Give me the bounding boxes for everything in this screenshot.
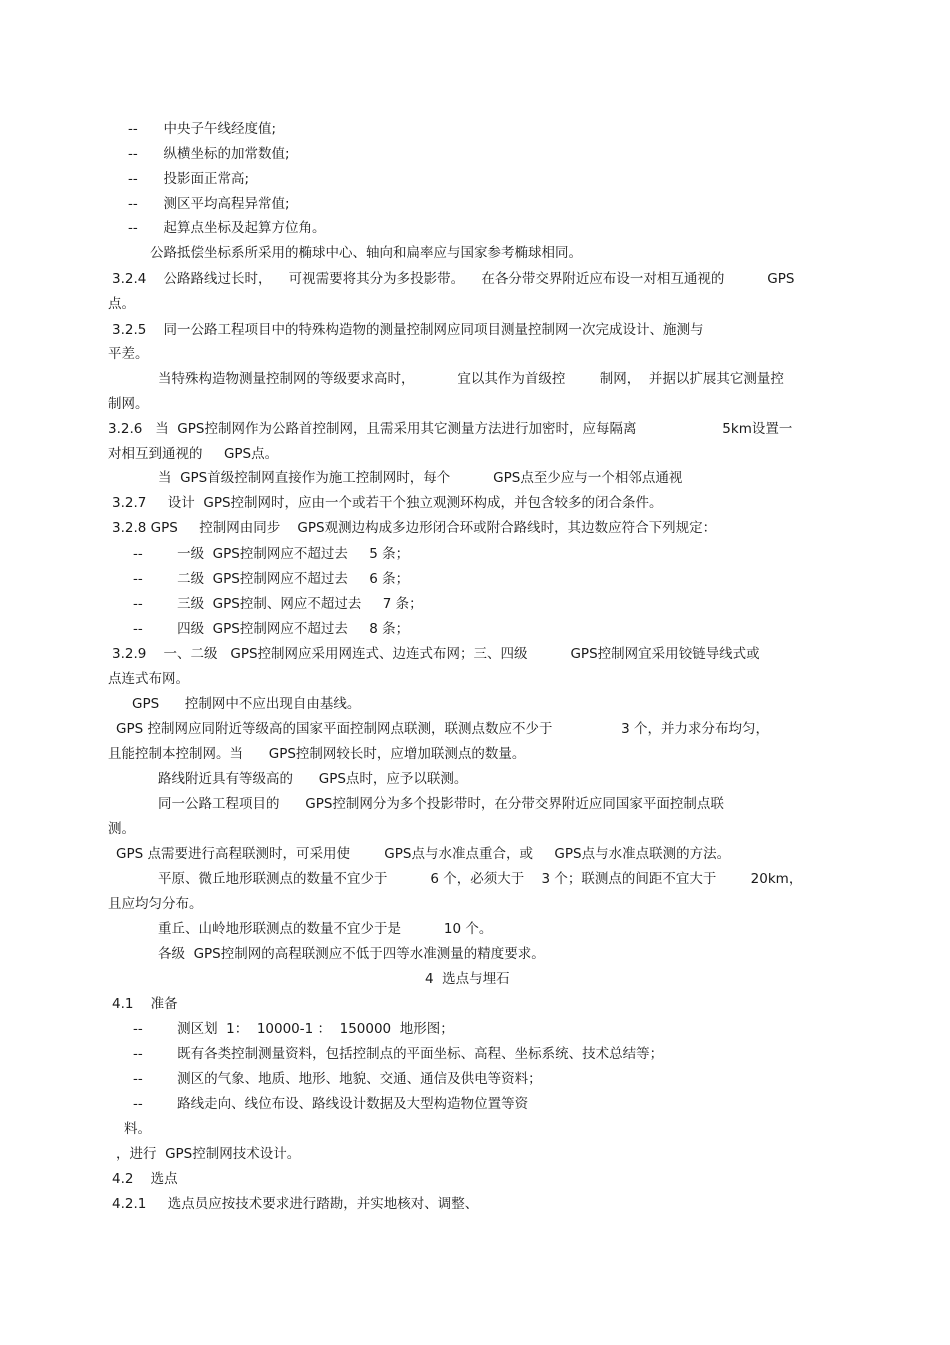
paragraph-line: 平差。 [108, 346, 149, 362]
paragraph-line: GPS 控制网中不应出现自由基线。 [132, 696, 361, 712]
clause-3-2-8: 3.2.8 GPS 控制网由同步 GPS观测边构成多边形闭合环或附合路线时，其边数应符合下列规定： [112, 520, 717, 536]
list-item: -- 测区的气象、地质、地形、地貌、交通、通信及供电等资料； [133, 1071, 542, 1087]
list-item: -- 一级 GPS控制网应不超过去 5 条； [133, 546, 410, 562]
paragraph-line: GPS 控制网应同附近等级高的国家平面控制网点联测，联测点数应不少于 3 个，并力求分布均匀， [116, 721, 770, 737]
list-item: -- 二级 GPS控制网应不超过去 6 条； [133, 571, 410, 587]
clause-3-2-4: 3.2.4 公路路线过长时， 可视需要将其分为多投影带。 在各分带交界附近应布设一对相互通视的 GPS [112, 271, 795, 287]
paragraph-line: 点。 [108, 296, 135, 312]
paragraph-line: 对相互到通视的 GPS点。 [108, 446, 279, 462]
list-item: -- 既有各类控制测量资料，包括控制点的平面坐标、高程、坐标系统、技术总结等； [133, 1046, 664, 1062]
subsection-heading: 4.1 准备 [112, 996, 178, 1012]
paragraph-line: 各级 GPS控制网的高程联测应不低于四等水准测量的精度要求。 [158, 946, 545, 962]
paragraph-line: ，进行 GPS控制网技术设计。 [116, 1146, 301, 1162]
paragraph-line: 点连式布网。 [108, 671, 189, 687]
paragraph-line: 重丘、山岭地形联测点的数量不宜少于是 10 个。 [158, 921, 493, 937]
clause-3-2-6: 3.2.6 当 GPS控制网作为公路首控制网，且需采用其它测量方法进行加密时，应每隔离 5km设置一 [108, 421, 793, 437]
list-item: -- 四级 GPS控制网应不超过去 8 条； [133, 621, 410, 637]
clause-3-2-7: 3.2.7 设计 GPS控制网时，应由一个或若干个独立观测环构成，并包含较多的闭合条件。 [112, 495, 663, 511]
paragraph-line: 路线附近具有等级高的 GPS点时，应予以联测。 [158, 771, 468, 787]
list-item: -- 投影面正常高; [128, 171, 250, 187]
list-item: -- 三级 GPS控制、网应不超过去 7 条； [133, 596, 423, 612]
list-item: -- 起算点坐标及起算方位角。 [128, 220, 326, 236]
clause-4-2-1: 4.2.1 选点员应按技术要求进行踏勘，并实地核对、调整、 [112, 1196, 479, 1212]
list-item: -- 测区平均高程异常值; [128, 196, 290, 212]
subsection-heading: 4.2 选点 [112, 1171, 178, 1187]
paragraph-line: 平原、微丘地形联测点的数量不宜少于 6 个，必须大于 3 个；联测点的间距不宜大于 20km， [158, 871, 803, 887]
list-item: -- 路线走向、线位布设、路线设计数据及大型构造物位置等资 [133, 1096, 529, 1112]
list-item: -- 纵横坐标的加常数值; [128, 146, 290, 162]
paragraph-line: GPS 点需要进行高程联测时，可采用使 GPS点与水准点重合，或 GPS点与水准点联测的方法。 [116, 846, 731, 862]
section-heading: 4 选点与埋石 [425, 971, 510, 987]
list-item: -- 中央子午线经度值; [128, 121, 277, 137]
paragraph-line: 同一公路工程项目的 GPS控制网分为多个投影带时，在分带交界附近应同国家平面控制点联 [158, 796, 724, 812]
paragraph-line: 且能控制本控制网。当 GPS控制网较长时，应增加联测点的数量。 [108, 746, 526, 762]
paragraph-line: 制网。 [108, 396, 149, 412]
clause-3-2-9: 3.2.9 一、二级 GPS控制网应采用网连式、边连式布网；三、四级 GPS控制网宜采用铰链导线式或 [112, 646, 760, 662]
paragraph-line: 料。 [124, 1121, 151, 1137]
paragraph-line: 当 GPS首级控制网直接作为施工控制网时，每个 GPS点至少应与一个相邻点通视 [158, 470, 683, 486]
clause-3-2-5: 3.2.5 同一公路工程项目中的特殊构造物的测量控制网应同项目测量控制网一次完成设计、施测与 [112, 322, 704, 338]
list-item: -- 测区划 1： 10000-1 ： 150000 地形图； [133, 1021, 454, 1037]
paragraph-line: 测。 [108, 821, 135, 837]
paragraph-line: 且应均匀分布。 [108, 896, 203, 912]
paragraph-line: 公路抵偿坐标系所采用的椭球中心、轴向和扁率应与国家参考椭球相同。 [150, 245, 582, 261]
paragraph-line: 当特殊构造物测量控制网的等级要求高时， 宜以其作为首级控 制网， 并据以扩展其它测量控 [158, 371, 784, 387]
